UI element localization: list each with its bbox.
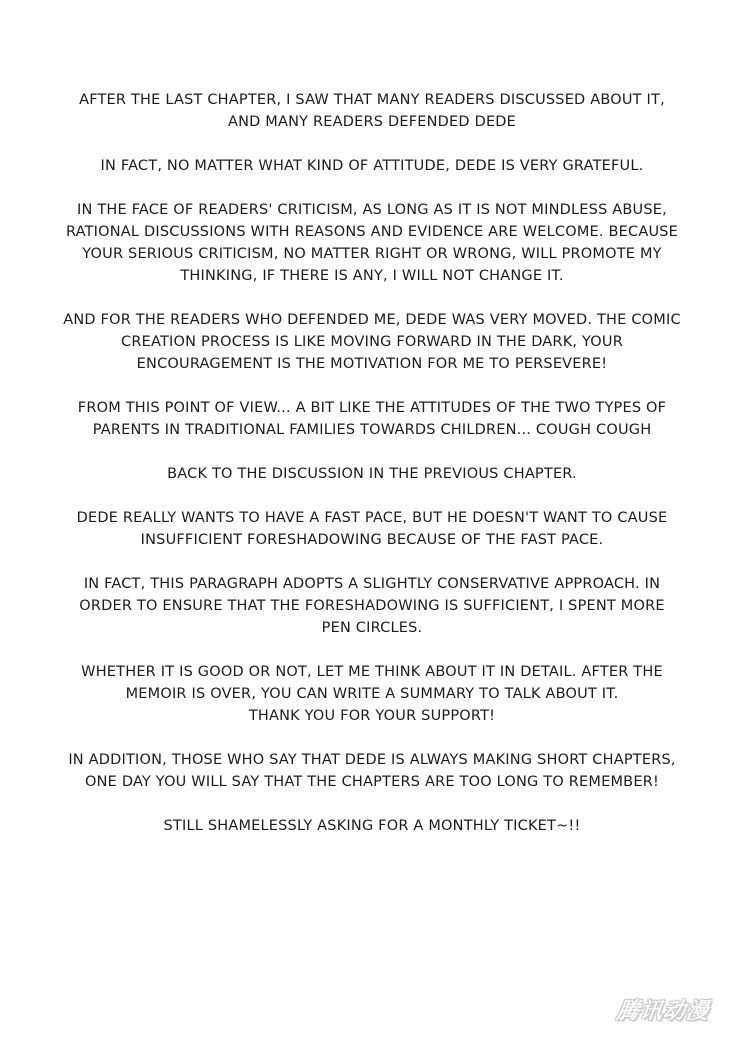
publisher-watermark: 腾讯动漫 xyxy=(615,999,711,1024)
note-line: ORDER TO ENSURE THAT THE FORESHADOWING IS SUFFICIENT, I SPENT MORE xyxy=(79,598,665,614)
note-paragraph xyxy=(30,815,714,837)
note-line: IN FACT, NO MATTER WHAT KIND OF ATTITUDE, DEDE IS VERY GRATEFUL. xyxy=(100,158,644,174)
note-line: STILL SHAMELESSLY ASKING FOR A MONTHLY TICKET~!! xyxy=(163,818,581,834)
note-line: THINKING, IF THERE IS ANY, I WILL NOT CHANGE IT. xyxy=(180,268,564,284)
note-line: PARENTS IN TRADITIONAL FAMILIES TOWARDS CHILDREN... COUGH COUGH xyxy=(92,422,652,438)
note-paragraph xyxy=(30,749,714,793)
note-line: PEN CIRCLES. xyxy=(321,620,423,636)
note-paragraph xyxy=(30,573,714,639)
author-notes xyxy=(30,89,714,859)
note-line: DEDE REALLY WANTS TO HAVE A FAST PACE, BUT HE DOESN'T WANT TO CAUSE xyxy=(76,510,668,526)
note-paragraph xyxy=(30,463,714,485)
note-line: FROM THIS POINT OF VIEW... A BIT LIKE THE ATTITUDES OF THE TWO TYPES OF xyxy=(77,400,667,416)
note-line: IN ADDITION, THOSE WHO SAY THAT DEDE IS ALWAYS MAKING SHORT CHAPTERS, xyxy=(68,752,676,768)
note-paragraph xyxy=(30,89,714,133)
note-line: ONE DAY YOU WILL SAY THAT THE CHAPTERS ARE TOO LONG TO REMEMBER! xyxy=(85,774,659,790)
note-paragraph xyxy=(30,199,714,287)
note-line: THANK YOU FOR YOUR SUPPORT! xyxy=(248,708,496,724)
note-line: BACK TO THE DISCUSSION IN THE PREVIOUS CHAPTER. xyxy=(167,466,577,482)
note-paragraph xyxy=(30,155,714,177)
note-line: INSUFFICIENT FORESHADOWING BECAUSE OF THE FAST PACE. xyxy=(140,532,604,548)
note-line: AFTER THE LAST CHAPTER, I SAW THAT MANY READERS DISCUSSED ABOUT IT, xyxy=(79,92,665,108)
note-paragraph xyxy=(30,309,714,375)
note-paragraph xyxy=(30,661,714,727)
note-line: AND FOR THE READERS WHO DEFENDED ME, DEDE WAS VERY MOVED. THE COMIC xyxy=(63,312,681,328)
note-paragraph xyxy=(30,397,714,441)
note-line: MEMOIR IS OVER, YOU CAN WRITE A SUMMARY TO TALK ABOUT IT. xyxy=(125,686,619,702)
note-line: CREATION PROCESS IS LIKE MOVING FORWARD IN THE DARK, YOUR xyxy=(121,334,623,350)
note-line: RATIONAL DISCUSSIONS WITH REASONS AND EVIDENCE ARE WELCOME. BECAUSE xyxy=(65,224,679,240)
note-line: ENCOURAGEMENT IS THE MOTIVATION FOR ME TO PERSEVERE! xyxy=(136,356,608,372)
note-line: IN THE FACE OF READERS' CRITICISM, AS LONG AS IT IS NOT MINDLESS ABUSE, xyxy=(77,202,667,218)
note-line: YOUR SERIOUS CRITICISM, NO MATTER RIGHT OR WRONG, WILL PROMOTE MY xyxy=(82,246,662,262)
note-line: WHETHER IT IS GOOD OR NOT, LET ME THINK ABOUT IT IN DETAIL. AFTER THE xyxy=(81,664,663,680)
note-line: AND MANY READERS DEFENDED DEDE xyxy=(227,114,517,130)
note-paragraph xyxy=(30,507,714,551)
note-line: IN FACT, THIS PARAGRAPH ADOPTS A SLIGHTLY CONSERVATIVE APPROACH. IN xyxy=(83,576,661,592)
